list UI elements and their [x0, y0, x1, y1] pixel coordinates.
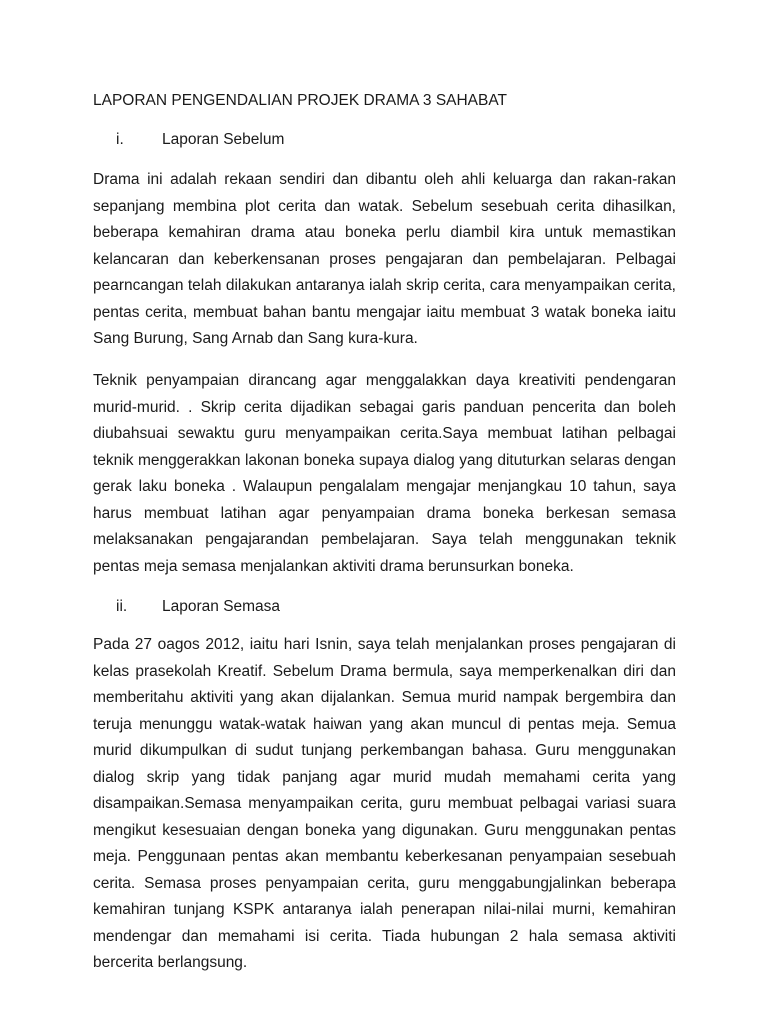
section-number: ii.	[116, 598, 128, 615]
document-title: LAPORAN PENGENDALIAN PROJEK DRAMA 3 SAHABAT	[93, 92, 508, 109]
paragraph: Drama ini adalah rekaan sendiri dan dibantu oleh ahli keluarga dan rakan-rakan sepanjang membina plot cerita dan watak. Sebelum sesebuah cerita dihasilkan, beberapa kemahiran drama atau boneka perlu diambil kira untuk memastikan kelancaran dan keberkensanan proses pengajaran dan pembelajaran. Pelbagai pearncangan telah dilakukan antaranya ialah skrip cerita, cara menyampaikan cerita, pentas cerita, membuat bahan bantu mengajar iaitu membuat 3 watak boneka iaitu Sang Burung, Sang Arnab dan Sang kura-kura.	[93, 171, 676, 347]
section-heading-label: Laporan Semasa	[162, 598, 281, 615]
section-number: i.	[116, 131, 124, 148]
section-heading-label: Laporan Sebelum	[162, 131, 285, 148]
paragraph: Pada 27 oagos 2012, iaitu hari Isnin, saya telah menjalankan proses pengajaran di kelas prasekolah Kreatif. Sebelum Drama bermula, saya memperkenalkan diri dan memberitahu aktiviti yang akan dijalankan. Semua murid nampak bergembira dan teruja menunggu watak-watak haiwan yang akan muncul di pentas meja. Semua murid dikumpulkan di sudut tunjang perkembangan bahasa. Guru menggunakan dialog skrip yang tidak panjang agar murid mudah memahami cerita yang disampaikan.Semasa menyampaikan cerita, guru membuat pelbagai variasi suara mengikut kesesuaian dengan boneka yang digunakan. Guru menggunakan pentas meja. Penggunaan pentas akan membantu keberkesanan penyampaian sesebuah cerita. Semasa proses penyampaian cerita, guru menggabungjalinkan beberapa kemahiran tunjang KSPK antaranya ialah penerapan nilai-nilai murni, kemahiran mendengar dan memahami isi cerita. Tiada hubungan 2 hala semasa aktiviti bercerita berlangsung.	[93, 636, 676, 971]
paragraph: Teknik penyampaian dirancang agar menggalakkan daya kreativiti pendengaran murid-murid. . Skrip cerita dijadikan sebagai garis panduan pencerita dan boleh diubahsuai sewaktu guru menyampaikan cerita.Saya membuat latihan pelbagai teknik menggerakkan lakonan boneka supaya dialog yang dituturkan selaras dengan gerak laku boneka . Walaupun pengalalam mengajar menjangkau 10 tahun, saya harus membuat latihan agar penyampaian drama boneka berkesan semasa melaksanakan pengajarandan pembelajaran. Saya telah menggunakan teknik pentas meja semasa menjalankan aktiviti drama berunsurkan boneka.	[93, 372, 676, 575]
